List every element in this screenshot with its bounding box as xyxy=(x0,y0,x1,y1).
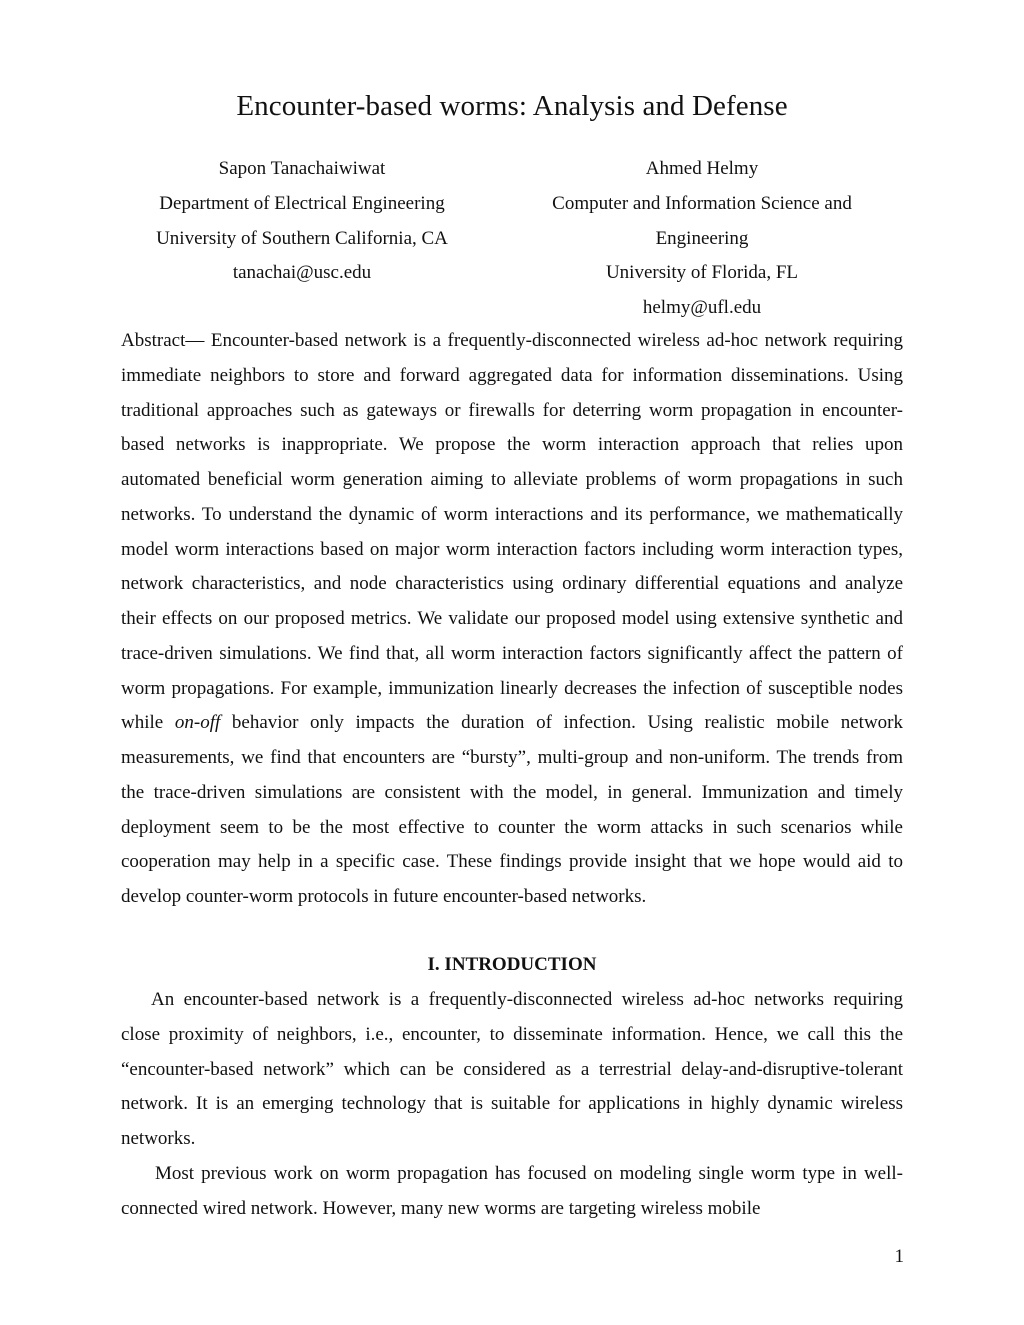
author-name: Sapon Tanachaiwiwat xyxy=(218,158,386,179)
author-block-2 xyxy=(520,152,884,326)
introduction-body xyxy=(121,983,903,1226)
author-block-1 xyxy=(120,152,484,291)
author-department-continued: Engineering xyxy=(655,227,749,249)
intro-paragraph: Most previous work on worm propagation has focused on modeling single worm type in well-connected wired network. However, many new worms are targeting wireless mobile xyxy=(121,1162,903,1219)
intro-paragraph: An encounter-based network is a frequently-disconnected wireless ad-hoc networks requiring close proximity of neighbors, i.e., encounter, to disseminate information. Hence, we call this the “encounter-based network” which can be considered as a terrestrial delay-and-disruptive-tolerant network. It is an emerging technology that is suitable for applications in highly dynamic wireless networks. xyxy=(121,989,903,1149)
author-affiliation: University of Southern California, CA xyxy=(156,227,448,249)
page-number: 1 xyxy=(894,1246,904,1267)
author-department: Department of Electrical Engineering xyxy=(159,192,445,214)
author-email: helmy@ufl.edu xyxy=(642,297,762,319)
author-email: tanachai@usc.edu xyxy=(232,262,372,284)
author-affiliation: University of Florida, FL xyxy=(605,262,799,284)
section-heading-introduction: I. INTRODUCTION xyxy=(427,954,597,975)
abstract-text-part1: Abstract— Encounter-based network is a frequently-disconnected wireless ad-hoc network requiring immediate neighbors to store and forward aggregated data for information disseminations. Using traditional approaches such as gateways or firewalls for deterring worm propagation in encounter-based networks is inappropriate. We propose the worm interaction approach that relies upon automated beneficial worm generation aiming to alleviate problems of worm propagations in such networks. To understand the dynamic of worm interactions and its performance, we mathematically model worm interactions based on major worm interaction factors including worm interaction types, network characteristics, and node characteristics using ordinary differential equations and analyze their effects on our proposed metrics. We validate our proposed model using extensive synthetic and trace-driven simulations. We find that, all worm interaction factors significantly affect the pattern of worm propagations. For example, immunization linearly decreases the infection of susceptible nodes while xyxy=(121,330,903,734)
author-name: Ahmed Helmy xyxy=(645,158,759,179)
abstract xyxy=(121,324,903,915)
abstract-text-part2: behavior only impacts the duration of infection. Using realistic mobile network measurements, we find that encounters are “bursty”, multi-group and non-uniform. The trends from the trace-driven simulations are consistent with the model, in general. Immunization and timely deployment seem to be the most effective to counter the worm attacks in such scenarios while cooperation may help in a specific case. These findings provide insight that we hope would aid to develop counter-worm protocols in future encounter-based networks. xyxy=(121,712,903,907)
author-department: Computer and Information Science and xyxy=(552,192,852,214)
abstract-italic-term: on-off xyxy=(174,712,221,734)
paper-title: Encounter-based worms: Analysis and Defense xyxy=(236,90,788,122)
